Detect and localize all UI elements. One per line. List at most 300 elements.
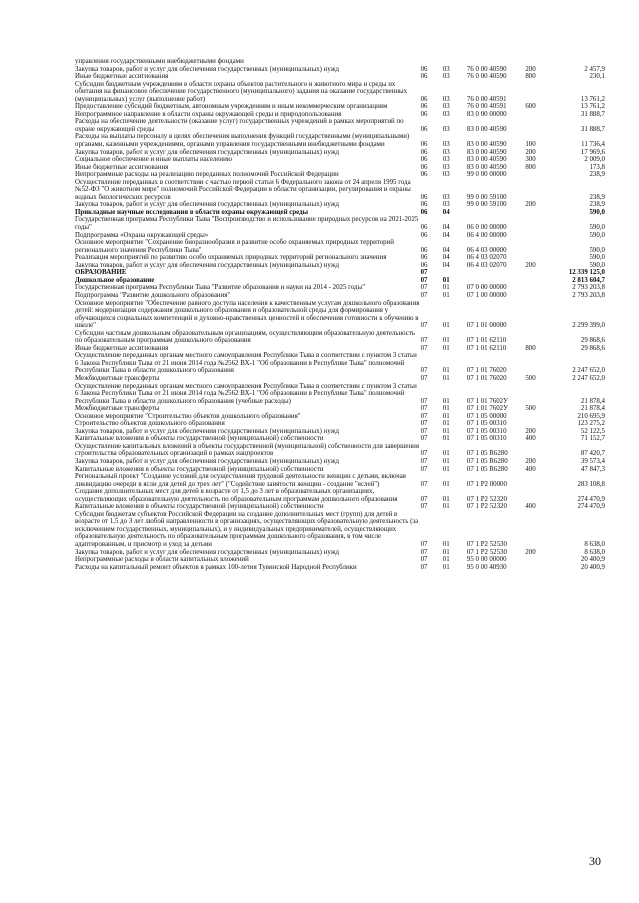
row-target-article: 99 0 00 00000 [466, 171, 507, 179]
row-amount [553, 58, 605, 66]
row-section-code: 07 [420, 556, 428, 564]
row-section-code: 06 [420, 73, 428, 81]
row-target-article: 06 4 03 02070 [466, 261, 507, 269]
row-target-article: 99 0 00 59100 [466, 201, 507, 209]
table-row [75, 435, 605, 443]
table-row [75, 292, 605, 300]
row-section-code: 07 [420, 374, 428, 382]
row-expense-type [525, 413, 552, 421]
row-amount: 47 847,3 [580, 465, 605, 473]
row-target-article: 07 1 01 62110 [466, 337, 507, 345]
table-row [75, 239, 605, 254]
row-amount: 274 470,9 [577, 495, 605, 503]
row-name: Основное мероприятие "Строительство объектов дошкольного образования" [75, 412, 301, 420]
table-row [75, 300, 605, 330]
row-name: Государственная программа Республики Тыва "Воспроизводство и использование природных ресурсов на 2021-2025 годы" [75, 216, 419, 232]
row-target-article: 07 1 05 00310 [466, 420, 507, 428]
table-row [75, 73, 605, 81]
table-row [75, 118, 605, 133]
budget-table [75, 58, 605, 571]
row-target-article: 76 0 00 40590 [466, 73, 507, 81]
row-section-code: 07 [420, 412, 428, 420]
table-row [75, 156, 605, 164]
row-target-article: 83 0 00 40590 [466, 141, 507, 149]
row-target-article: 95 0 00 40930 [466, 563, 507, 571]
row-subsection-code: 01 [442, 337, 450, 345]
row-section-code: 06 [420, 65, 428, 73]
row-name: Закупка товаров, работ и услуг для обеспечения государственных (муниципальных) нужд [75, 148, 339, 156]
row-name: Иные бюджетные ассигнования [75, 344, 169, 352]
row-subsection-code: 01 [442, 427, 450, 435]
table-row [75, 511, 605, 549]
row-expense-type [525, 277, 552, 285]
row-target-article: 76 0 00 40591 [466, 103, 507, 111]
row-subsection-code: 03 [442, 193, 450, 201]
row-name: Закупка товаров, работ и услуг для обеспечения государственных (муниципальных) нужд [75, 427, 339, 435]
row-expense-type: 200 [525, 201, 536, 209]
row-name: Непрограммные расходы на реализацию переданных полномочий Российской Федерации [75, 171, 339, 179]
row-amount: 31 888,7 [580, 110, 605, 118]
row-expense-type [525, 216, 552, 231]
row-name: Дошкольное образование [75, 276, 155, 284]
row-expense-type: 500 [525, 374, 536, 382]
table-row [75, 352, 605, 375]
table-row [75, 383, 605, 406]
row-subsection-code: 01 [442, 420, 450, 428]
row-section-code: 06 [420, 224, 428, 232]
row-amount: 71 152,7 [580, 435, 605, 443]
row-target-article: 07 1 05 R6280 [466, 450, 508, 458]
row-expense-type [525, 239, 552, 254]
row-amount: 2 009,0 [584, 156, 605, 164]
row-section-code: 07 [420, 291, 428, 299]
table-row [75, 503, 605, 511]
row-section-code: 07 [420, 457, 428, 465]
row-section-code: 06 [420, 171, 428, 179]
row-target-article [467, 269, 525, 277]
row-amount: 8 638,0 [584, 541, 605, 548]
row-amount: 29 868,6 [580, 337, 605, 345]
row-expense-type: 200 [525, 148, 536, 156]
row-amount: 274 470,9 [577, 503, 605, 511]
table-row [75, 420, 605, 428]
row-amount: 2 247 652,0 [572, 374, 605, 382]
row-subsection-code: 01 [442, 465, 450, 473]
row-target-article: 06 0 00 00000 [466, 224, 507, 232]
row-target-article: 06 4 00 00000 [466, 231, 507, 239]
row-name: Предоставление субсидий бюджетным, автономным учреждениям и иным некоммерческим организациям [75, 103, 388, 111]
row-section-code: 07 [420, 548, 428, 556]
row-section-code: 07 [420, 284, 428, 292]
row-subsection-code: 01 [442, 450, 450, 458]
row-name: Осуществление переданных органам местного самоуправления Республики Тыва в соответствии с пунктом 3 статьи 6 Закона Республики Тыва от 21 июня 2014 года №2562 ВХ-1 "Об образовании в Республике Тыва" полномочий Республики Тыва в области дошкольного образования [75, 352, 417, 375]
row-name: Непрограммное направление в области охраны окружающей среды и природопользования [75, 110, 342, 118]
row-target-article: 07 1 05 R6280 [466, 465, 508, 473]
row-subsection-code: 01 [442, 412, 450, 420]
row-subsection-code: 03 [442, 156, 450, 164]
row-subsection-code: 01 [442, 541, 450, 548]
row-amount: 283 108,8 [577, 480, 605, 488]
row-amount: 87 420,7 [580, 450, 605, 458]
row-amount: 20 400,9 [580, 556, 605, 564]
row-expense-type: 500 [525, 405, 536, 413]
row-section-code: 06 [420, 110, 428, 118]
row-target-article: 76 0 00 40590 [466, 65, 507, 73]
row-amount: 21 878,4 [580, 397, 605, 405]
row-subsection-code: 03 [442, 73, 450, 81]
table-row [75, 269, 605, 277]
row-subsection-code: 03 [442, 110, 450, 118]
row-target-article: 07 1 01 00000 [466, 322, 507, 330]
row-expense-type: 200 [525, 427, 536, 435]
row-expense-type: 300 [525, 156, 536, 164]
row-target-article: 06 4 03 00000 [466, 246, 507, 254]
row-amount: 590,0 [589, 224, 605, 232]
row-expense-type [525, 179, 552, 202]
row-expense-type [525, 232, 552, 240]
row-section-code: 07 [420, 427, 428, 435]
row-target-article: 95 0 00 00000 [466, 556, 507, 564]
row-target-article: 06 4 03 02070 [466, 254, 507, 262]
table-row [75, 549, 605, 557]
table-row [75, 330, 605, 345]
table-row [75, 488, 605, 503]
row-name: Закупка товаров, работ и услуг для обеспечения государственных (муниципальных) нужд [75, 65, 339, 73]
row-expense-type: 200 [525, 457, 536, 465]
row-amount: 590,0 [589, 261, 605, 269]
row-section-code: 07 [420, 322, 428, 330]
page-number: 30 [589, 854, 601, 868]
row-section-code: 06 [420, 125, 428, 133]
row-section-code: 06 [420, 193, 428, 201]
row-target-article: 83 0 00 00000 [466, 110, 507, 118]
row-expense-type [525, 383, 552, 406]
row-expense-type [525, 118, 552, 133]
row-amount: 238,9 [589, 201, 605, 209]
row-subsection-code: 03 [442, 201, 450, 209]
row-target-article: 07 1 05 00000 [466, 412, 507, 420]
row-amount: 13 761,2 [580, 103, 605, 111]
row-section-code: 07 [420, 495, 428, 503]
row-subsection-code: 03 [442, 141, 450, 149]
table-row [75, 103, 605, 111]
table-row [75, 254, 605, 262]
row-target-article: 07 1 01 62110 [466, 344, 507, 352]
row-expense-type: 200 [525, 548, 536, 556]
row-name: Расходы на капитальный ремонт объектов в рамках 100-летия Тувинской Народной Республики [75, 563, 357, 571]
row-section-code: 06 [420, 156, 428, 164]
row-amount: 17 969,6 [580, 148, 605, 156]
row-section-code: 06 [420, 231, 428, 239]
row-subsection-code: 01 [442, 284, 450, 292]
row-subsection-code: 01 [442, 291, 450, 299]
row-amount: 590,0 [589, 208, 605, 216]
row-expense-type: 400 [525, 465, 536, 473]
row-expense-type [525, 511, 552, 549]
row-target-article [467, 58, 525, 66]
row-subsection-code: 01 [442, 397, 450, 405]
row-target-article: 83 0 00 40590 [466, 125, 507, 133]
row-subsection-code: 01 [442, 563, 450, 571]
budget-table-body [75, 58, 605, 571]
row-subsection-code: 01 [442, 367, 450, 375]
row-name: Осуществление переданных органам местного самоуправления Республики Тыва в соответствии с пунктом 3 статьи 6 Закона Республики Тыва от 21 июня 2014 года №2562 ВХ-1 "Об образовании в Республике Тыва" полномочий Республики Тыва в области дошкольного образования (учебные расходы) [75, 382, 417, 405]
table-row [75, 262, 605, 270]
row-subsection-code: 04 [442, 208, 450, 216]
row-subsection-code: 01 [442, 495, 450, 503]
row-subsection-code: 04 [442, 246, 450, 254]
row-section-code: 06 [420, 95, 428, 103]
row-expense-type [525, 171, 552, 179]
table-row [75, 149, 605, 157]
table-row [75, 473, 605, 488]
row-amount: 31 888,7 [580, 125, 605, 133]
row-expense-type [525, 254, 552, 262]
row-expense-type [525, 443, 552, 458]
row-target-article: 07 1 05 00310 [466, 427, 507, 435]
row-name: Капитальные вложения в объекты государственной (муниципальной) собственности [75, 435, 324, 443]
row-expense-type [525, 556, 552, 564]
row-name: Непрограммные расходы в области капитальных вложений [75, 556, 249, 564]
row-expense-type: 100 [525, 141, 536, 149]
row-section-code: 07 [420, 405, 428, 413]
row-name: управления государственными внебюджетными фондами [75, 58, 244, 65]
row-section-code: 06 [420, 201, 428, 209]
row-section-code: 07 [420, 337, 428, 345]
row-amount: 230,1 [589, 73, 605, 81]
row-amount: 590,0 [589, 246, 605, 254]
row-target-article: 83 0 00 40590 [466, 156, 507, 164]
row-name: Социальное обеспечение и иные выплаты населению [75, 156, 232, 164]
row-expense-type: 600 [525, 103, 536, 111]
row-section-code: 06 [420, 208, 428, 216]
row-name: Подпрограмма «Охрана окружающей среды» [75, 231, 209, 239]
row-name: Иные бюджетные ассигнования [75, 163, 169, 171]
row-subsection-code: 01 [442, 548, 450, 556]
row-section-code: 07 [420, 563, 428, 571]
row-amount: 11 736,4 [581, 141, 605, 149]
row-expense-type: 400 [525, 435, 536, 443]
row-name: Расходы на обеспечение деятельности (оказание услуг) государственных учреждений в рамках мероприятий по охране окружающей среды [75, 118, 404, 133]
row-expense-type [525, 300, 552, 330]
row-amount: 2 793 203,8 [572, 291, 605, 299]
row-amount: 2 299 399,0 [572, 322, 605, 330]
row-expense-type [525, 473, 552, 488]
row-amount: 590,0 [589, 254, 605, 262]
table-row [75, 232, 605, 240]
row-name: Субсидии бюджетам субъектов Российской Федерации на создание дополнительных мест (групп) для детей в возрасте от 1,5 до 3 лет любой направленности в организациях, осуществляющих образовательную деятельность (за исключением государственных, муниципальных), и у индивидуальных предпринимателей, осуществляющих образовательную деятельность по образовательным программам дошкольного образования, в том числе адаптированным, и присмотр и уход за детьми [75, 510, 419, 548]
table-row [75, 413, 605, 421]
row-expense-type [525, 269, 552, 277]
row-amount: 12 339 125,0 [568, 269, 605, 277]
row-name: Строительство объектов дошкольного образования [75, 420, 225, 428]
table-row [75, 556, 605, 564]
row-amount: 2 247 652,0 [572, 367, 605, 375]
row-name: Закупка товаров, работ и услуг для обеспечения государственных (муниципальных) нужд [75, 548, 339, 556]
row-name: Региональный проект "Создание условий для осуществления трудовой деятельности женщин с детьми, включая ликвидацию очереди в ясли для детей до трех лет" ("Содействие занятости женщин - создание "яслей") [75, 473, 406, 488]
row-amount: 173,8 [589, 163, 605, 171]
row-section-code: 07 [420, 367, 428, 375]
row-amount: 590,0 [589, 231, 605, 239]
row-amount: 2 793 203,8 [572, 284, 605, 292]
row-subsection-code: 03 [442, 65, 450, 73]
row-name: Капитальные вложения в объекты государственной (муниципальной) собственности [75, 465, 324, 473]
row-target-article: 07 1 01 7602У [466, 397, 508, 405]
row-section-code: 07 [420, 420, 428, 428]
row-name: Осуществление капитальных вложений в объекты государственной (муниципальной) собственности для завершения строительства образовательных организаций в рамках нацпроектов [75, 442, 420, 458]
row-expense-type: 800 [525, 344, 536, 352]
row-subsection-code: 01 [442, 480, 450, 488]
table-row [75, 171, 605, 179]
row-expense-type [525, 488, 552, 503]
row-name: Субсидии частным дошкольным образовательным организациям, осуществляющим образовательную деятельность по образовательным программам дошкольного образования [75, 329, 415, 345]
row-section-code: 07 [420, 276, 428, 284]
row-section-code: 07 [420, 450, 428, 458]
table-row [75, 133, 605, 148]
table-row [75, 443, 605, 458]
row-target-article [467, 277, 525, 285]
row-target-article: 99 0 00 59100 [466, 193, 507, 201]
row-name: Закупка товаров, работ и услуг для обеспечения государственных (муниципальных) нужд [75, 201, 339, 209]
row-section-code: 06 [420, 254, 428, 262]
row-amount: 39 573,4 [580, 457, 605, 465]
row-section-code: 07 [420, 397, 428, 405]
row-target-article: 07 1 05 R6280 [466, 457, 508, 465]
row-target-article: 07 1 P2 52530 [466, 541, 507, 548]
row-section-code: 07 [420, 435, 428, 443]
row-subsection-code: 01 [442, 556, 450, 564]
row-expense-type: 200 [525, 261, 536, 269]
row-target-article: 07 1 P2 52320 [466, 495, 507, 503]
row-name: Межбюджетные трансферты [75, 374, 160, 382]
row-expense-type: 800 [525, 73, 536, 81]
row-expense-type [525, 209, 552, 217]
row-name: Реализация мероприятий по развитию особо охраняемых природных территорий регионального значения [75, 254, 387, 262]
row-amount: 238,9 [589, 171, 605, 179]
table-row [75, 405, 605, 413]
table-row [75, 66, 605, 74]
row-expense-type: 400 [525, 503, 536, 511]
table-row [75, 179, 605, 202]
row-name: Закупка товаров, работ и услуг для обеспечения государственных (муниципальных) нужд [75, 457, 339, 465]
row-amount: 123 275,2 [577, 420, 605, 428]
row-expense-type [525, 111, 552, 119]
row-amount: 52 122,5 [580, 427, 605, 435]
row-amount: 210 695,9 [577, 412, 605, 420]
row-section-code: 07 [420, 541, 428, 548]
table-row [75, 284, 605, 292]
table-row [75, 58, 605, 66]
row-amount: 2 813 604,7 [572, 276, 605, 284]
row-name: Государственная программа Республики Тыва "Развитие образования и науки на 2014 - 2025 годы" [75, 284, 366, 292]
row-expense-type [525, 292, 552, 300]
row-name: Подпрограмма "Развитие дошкольного образования" [75, 291, 231, 299]
row-target-article: 83 0 00 40590 [466, 148, 507, 156]
table-row [75, 564, 605, 572]
table-row [75, 277, 605, 285]
row-target-article: 76 0 00 40591 [466, 95, 507, 103]
table-row [75, 345, 605, 353]
row-subsection-code: 01 [442, 503, 450, 511]
row-amount: 2 457,9 [584, 65, 605, 73]
row-section-code: 07 [420, 344, 428, 352]
row-section-code: 07 [420, 465, 428, 473]
row-subsection-code: 03 [442, 171, 450, 179]
row-expense-type [525, 564, 552, 572]
row-expense-type: 800 [525, 163, 536, 171]
row-expense-type [525, 284, 552, 292]
row-name: Субсидии бюджетным учреждениям в области охраны объектов растительного и животного мира и среды их обитания на финансовое обеспечение государственного (муниципального) задания на оказание государственных (муниципальных) услуг (выполнение работ) [75, 80, 408, 103]
row-expense-type [525, 330, 552, 345]
row-expense-type [525, 420, 552, 428]
table-row [75, 209, 605, 217]
row-subsection-code: 04 [442, 261, 450, 269]
row-expense-type [525, 81, 552, 104]
table-row [75, 466, 605, 474]
row-subsection-code: 04 [442, 224, 450, 232]
row-target-article: 07 1 05 00310 [466, 435, 507, 443]
row-amount: 238,9 [589, 193, 605, 201]
table-row [75, 428, 605, 436]
table-row [75, 216, 605, 231]
row-subsection-code: 01 [442, 322, 450, 330]
row-name: Прикладные научные исследования в области охраны окружающей среды [75, 208, 309, 216]
row-section-code: 06 [420, 141, 428, 149]
table-row [75, 201, 605, 209]
row-name: Осуществление переданных в соответствии с частью первой статьи 6 Федерального закона от 24 апреля 1995 года №52-ФЗ "О животном мире" полномочий Российской Федерации в области организации, регулирования и охраны водных биологических ресурсов [75, 178, 411, 201]
row-target-article [467, 209, 525, 217]
row-expense-type [525, 58, 552, 66]
row-amount: 21 878,4 [580, 405, 605, 413]
row-section-code: 07 [420, 503, 428, 511]
row-subsection-code: 01 [442, 374, 450, 382]
row-subsection-code: 03 [442, 95, 450, 103]
row-section-code: 07 [420, 480, 428, 488]
row-subsection-code: 01 [442, 405, 450, 413]
row-target-article: 83 0 00 40590 [466, 163, 507, 171]
row-amount: 13 761,2 [580, 95, 605, 103]
row-subsection-code [443, 58, 467, 66]
row-target-article: 07 1 P2 00000 [466, 480, 507, 488]
row-section-code: 06 [420, 163, 428, 171]
row-section-code: 07 [420, 269, 428, 277]
row-section-code: 06 [420, 246, 428, 254]
row-name: ОБРАЗОВАНИЕ [75, 269, 127, 277]
table-row [75, 375, 605, 383]
row-name: Расходы на выплаты персоналу в целях обеспечения выполнения функций государственными (муниципальными) органами, казенными учреждениями, органами управления государственными внебюджетными фондами [75, 133, 410, 149]
row-target-article: 07 1 P2 52530 [466, 548, 507, 556]
row-target-article: 07 1 00 00000 [466, 291, 507, 299]
row-expense-type [525, 352, 552, 375]
row-subsection-code: 04 [442, 231, 450, 239]
row-target-article: 07 1 01 76020 [466, 367, 507, 375]
row-name: Закупка товаров, работ и услуг для обеспечения государственных (муниципальных) нужд [75, 261, 339, 269]
row-subsection-code: 03 [442, 148, 450, 156]
row-amount: 20 400,9 [580, 563, 605, 571]
row-target-article: 07 1 01 7602У [466, 405, 508, 413]
row-target-article: 07 1 P2 52320 [466, 503, 507, 511]
row-name: Межбюджетные трансферты [75, 405, 160, 413]
row-subsection-code [443, 269, 467, 277]
row-target-article: 07 1 01 76020 [466, 374, 507, 382]
row-subsection-code: 03 [442, 125, 450, 133]
row-amount: 8 638,0 [584, 548, 605, 556]
row-section-code [421, 58, 443, 66]
row-subsection-code: 03 [442, 163, 450, 171]
row-section-code: 06 [420, 148, 428, 156]
row-subsection-code: 01 [442, 435, 450, 443]
table-row [75, 111, 605, 119]
